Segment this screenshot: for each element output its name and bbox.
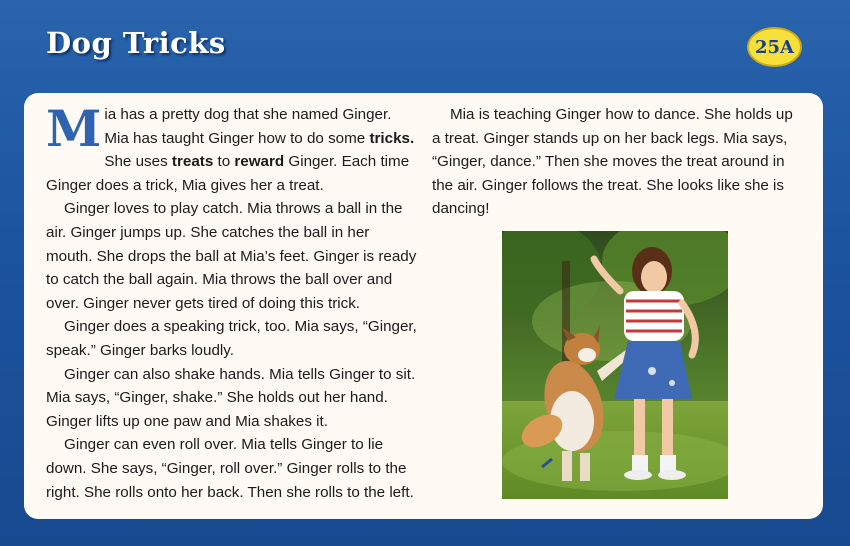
vocab-word-tricks: tricks. [369, 129, 415, 147]
story-paragraph-5: Ginger can even roll over. Mia tells Ginger to lie down. She says, “Ginger, roll over.” Ginger rolls to the right. She rolls onto her back. Then she rolls to the left. [46, 436, 414, 501]
story-panel [24, 93, 823, 519]
story-left-column [46, 99, 418, 504]
story-paragraph-2: Ginger loves to play catch. Mia throws a ball in the air. Ginger jumps up. She catches the ball in her mouth. She drops the ball at Mia’s feet. Ginger is ready to catch the ball again. Mia throws the ball over and over. Ginger never gets tired of doing this trick. [46, 200, 417, 312]
page-title: Dog Tricks [46, 26, 226, 60]
vocab-word-treats: treats [171, 153, 214, 171]
story-right-column [432, 103, 804, 221]
story-paragraph-1 [46, 99, 418, 197]
story-paragraph-4: Ginger can also shake hands. Mia tells Ginger to sit. Mia says, “Ginger, shake.” She holds out her hand. Ginger lifts up one paw and Mia shakes it. [46, 365, 416, 430]
story-text: ia has a pretty dog that she named Ginger. Mia has taught Ginger how to do some [104, 106, 392, 147]
drop-cap-letter: M [46, 99, 102, 158]
girl-and-dog-photo [502, 231, 728, 499]
story-text: Ginger. Each time Ginger does a trick, Mia gives her a treat. [46, 153, 410, 194]
page-number-badge: 25A [747, 27, 802, 67]
vocab-word-reward: reward [234, 153, 285, 171]
story-text: She uses [104, 153, 172, 171]
story-paragraph-3: Ginger does a speaking trick, too. Mia says, “Ginger, speak.” Ginger barks loudly. [46, 318, 417, 359]
story-paragraph-6: Mia is teaching Ginger how to dance. She holds up a treat. Ginger stands up on her back legs. Mia says, “Ginger, dance.” Then she moves the treat around in the air. Ginger follows the treat. She looks like she is dancing! [432, 106, 793, 218]
story-text: to [213, 153, 235, 171]
